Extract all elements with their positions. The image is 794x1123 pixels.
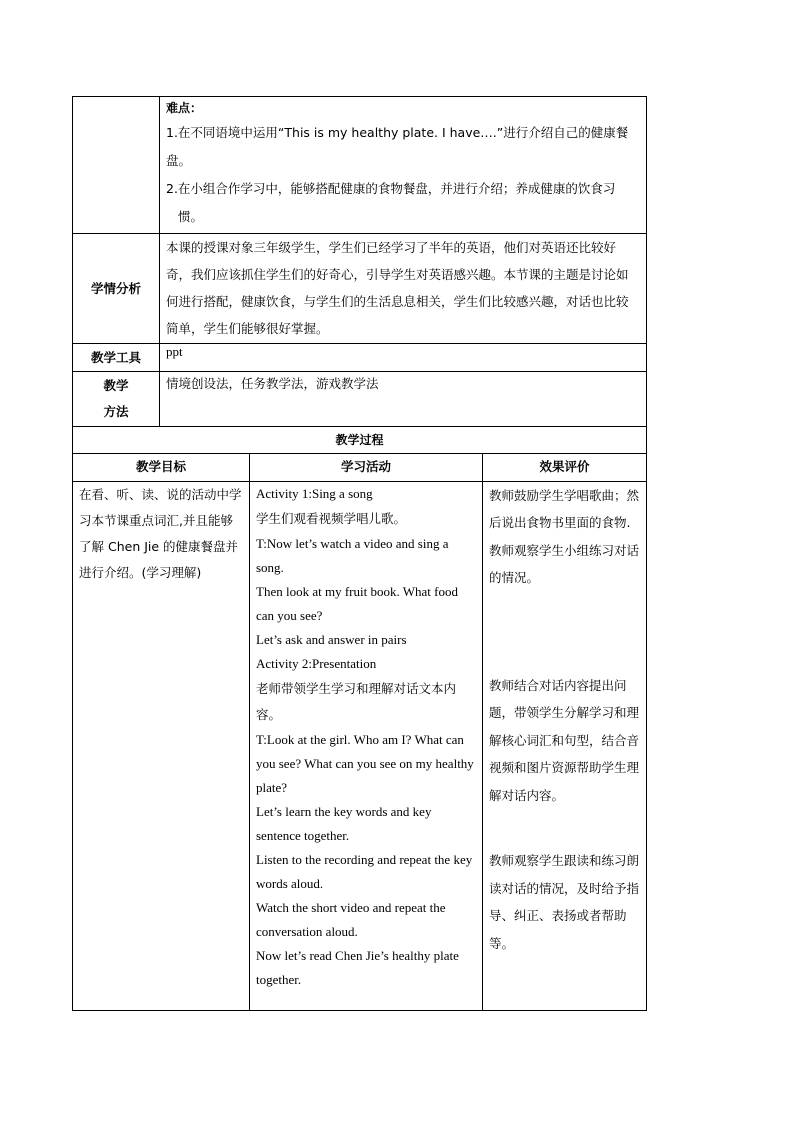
difficulty-cell bbox=[160, 97, 647, 234]
analysis-text: 本课的授课对象三年级学生，学生们已经学习了半年的英语，他们对英语还比较好奇，我们应该抓住学生们的好奇心，引导学生对英语感兴趣。本节课的主题是讨论如何进行搭配，健康饮食，与学生们的生活息息相关，学生们比较感兴趣，对话也比较简单，学生们能够很好掌握。 bbox=[160, 234, 647, 344]
activity-line-3: T:Now let’s watch a video and sing a song. bbox=[256, 535, 449, 575]
activity-line-6: Activity 2:Presentation bbox=[256, 655, 377, 671]
difficulty-item-1: 1.在不同语境中运用“This is my healthy plate. I have….”进行介绍自己的健康餐盘。 bbox=[166, 125, 629, 168]
methods-label bbox=[73, 372, 160, 427]
difficulty-title: 难点： bbox=[166, 101, 203, 115]
eval-text-3: 教师结合对话内容提出问题，带领学生分解学习和理解核心词汇和句型，结合音视频和图片资源帮助学生理解对话内容。 bbox=[489, 677, 640, 803]
activity-line-1: Activity 1:Sing a song bbox=[256, 485, 373, 501]
eval-text-4: 教师观察学生跟读和练习朗读对话的情况，及时给予指导、纠正、表扬或者帮助等。 bbox=[489, 853, 640, 951]
col-header-goal: 教学目标 bbox=[73, 454, 250, 481]
lesson-plan-sheet bbox=[72, 96, 646, 1011]
process-title-row bbox=[73, 427, 647, 454]
eval-cell bbox=[483, 481, 647, 1010]
tools-value: ppt bbox=[160, 344, 647, 372]
activity-cell bbox=[250, 481, 483, 1010]
process-title: 教学过程 bbox=[73, 427, 647, 454]
activity-line-7: 老师带领学生学习和理解对话文本内容。 bbox=[256, 680, 457, 722]
activity-line-9: Let’s learn the key words and key sentence together. bbox=[256, 803, 432, 843]
methods-row bbox=[73, 372, 647, 427]
col-header-eval: 效果评价 bbox=[483, 454, 647, 481]
methods-label-line-1: 教学 bbox=[103, 378, 129, 393]
goal-cell: 在看、听、读、说的活动中学习本节课重点词汇,并且能够了解 Chen Jie 的健康餐盘并进行介绍。(学习理解) bbox=[73, 481, 250, 1010]
tools-row bbox=[73, 344, 647, 372]
process-content-row bbox=[73, 481, 647, 1010]
analysis-row bbox=[73, 234, 647, 344]
analysis-label: 学情分析 bbox=[73, 234, 160, 344]
plan-info-table bbox=[72, 96, 647, 454]
activity-line-10: Listen to the recording and repeat the key words aloud. bbox=[256, 851, 473, 891]
difficulty-item-2: 2.在小组合作学习中，能够搭配健康的食物餐盘，并进行介绍；养成健康的饮食习惯。 bbox=[166, 181, 616, 224]
difficulty-row bbox=[73, 97, 647, 234]
activity-line-11: Watch the short video and repeat the conversation aloud. bbox=[256, 899, 446, 939]
tools-label: 教学工具 bbox=[73, 344, 160, 372]
methods-value: 情境创设法，任务教学法，游戏教学法 bbox=[160, 372, 647, 427]
eval-spacer-2 bbox=[489, 809, 640, 847]
activity-line-8: T:Look at the girl. Who am I? What can you see? What can you see on my healthy plate? bbox=[256, 731, 474, 795]
eval-text-2: 教师观察学生小组练习对话的情况。 bbox=[489, 542, 640, 585]
activity-line-2: 学生们观看视频学唱儿歌。 bbox=[256, 510, 407, 526]
activity-line-5: Let’s ask and answer in pairs bbox=[256, 631, 407, 647]
difficulty-label-cell bbox=[73, 97, 160, 234]
methods-label-line-2: 方法 bbox=[103, 404, 129, 419]
eval-spacer-1 bbox=[489, 592, 640, 672]
process-header-row bbox=[73, 454, 647, 481]
col-header-activity: 学习活动 bbox=[250, 454, 483, 481]
activity-line-12: Now let’s read Chen Jie’s healthy plate together. bbox=[256, 947, 459, 987]
process-table bbox=[72, 454, 647, 1011]
activity-line-4: Then look at my fruit book. What food can you see? bbox=[256, 583, 458, 623]
eval-text-1: 教师鼓励学生学唱歌曲；然后说出食物书里面的食物. bbox=[489, 487, 640, 530]
